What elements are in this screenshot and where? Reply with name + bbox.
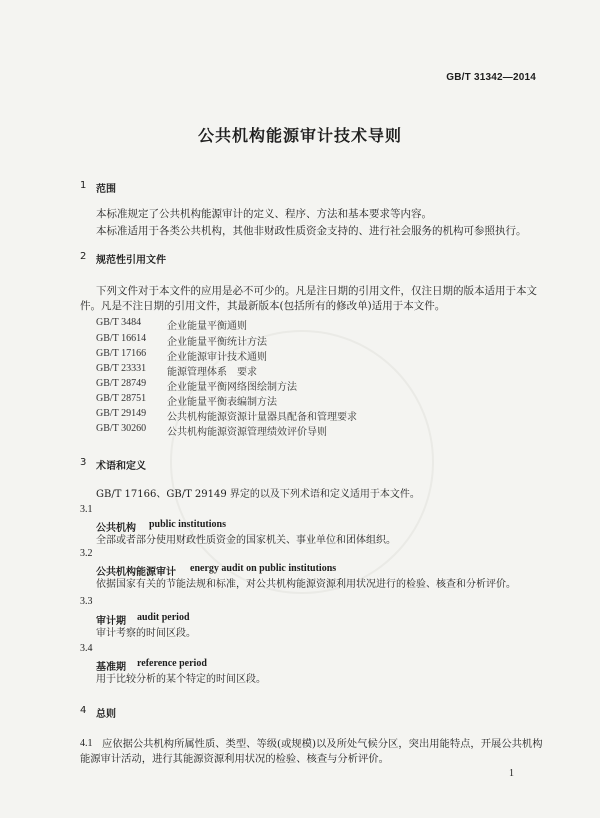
page-number: 1 — [509, 768, 514, 779]
ref-code: GB/T 29149 — [96, 408, 147, 419]
ref-name: 企业能量平衡表编制方法 — [167, 397, 277, 408]
section-1-paragraph-1: 本标准规定了公共机构能源审计的定义、程序、方法和基本要求等内容。 — [96, 208, 432, 220]
ref-code: GB/T 28751 — [96, 393, 147, 404]
ref-code: GB/T 16614 — [96, 333, 147, 344]
document-title: 公共机构能源审计技术导则 — [197, 126, 402, 145]
term-english: reference period — [137, 658, 207, 669]
ref-code: GB/T 3484 — [96, 317, 142, 328]
section-4-number: 4 — [80, 705, 87, 716]
term-number: 3.1 — [80, 504, 93, 515]
clause-4-1-number: 4.1 — [80, 738, 93, 749]
ref-name: 企业能量平衡网络图绘制方法 — [167, 382, 297, 393]
term-chinese: 公共机构 — [96, 523, 136, 534]
ref-name: 企业能量平衡统计方法 — [167, 337, 267, 348]
clause-4-1-line-1: 应依据公共机构所属性质、类型、等级(或规模)以及所处气候分区，突出用能特点，开展公共机构 — [102, 738, 543, 750]
term-number: 3.4 — [80, 643, 93, 654]
section-2-title: 规范性引用文件 — [96, 255, 166, 266]
term-chinese: 公共机构能源审计 — [96, 567, 176, 578]
section-1-title: 范围 — [96, 184, 116, 195]
term-number: 3.2 — [80, 548, 93, 559]
ref-name: 能源管理体系 要求 — [167, 367, 257, 378]
term-english: public institutions — [149, 519, 226, 530]
ref-name: 公共机构能源资源计量器具配备和管理要求 — [167, 412, 357, 423]
term-english: audit period — [137, 612, 190, 623]
ref-code: GB/T 28749 — [96, 378, 147, 389]
term-definition: 全部或者部分使用财政性质资金的国家机关、事业单位和团体组织。 — [96, 535, 396, 546]
term-number: 3.3 — [80, 596, 93, 607]
section-1-paragraph-2: 本标准适用于各类公共机构，其他非财政性质资金支持的、进行社会服务的机构可参照执行。 — [96, 225, 527, 237]
term-definition: 审计考察的时间区段。 — [96, 628, 196, 639]
section-2-paragraph-line-2: 件。凡是不注日期的引用文件，其最新版本(包括所有的修改单)适用于本文件。 — [80, 300, 446, 312]
term-chinese: 基准期 — [96, 662, 126, 673]
section-1-number: 1 — [80, 180, 87, 191]
ref-code: GB/T 30260 — [96, 423, 147, 434]
section-2-paragraph-line-1: 下列文件对于本文件的应用是必不可少的。凡是注日期的引用文件，仅注日期的版本适用于本文 — [96, 285, 537, 297]
section-4-title: 总则 — [96, 709, 116, 720]
ref-name: 企业能源审计技术通则 — [167, 352, 267, 363]
section-2-number: 2 — [80, 251, 87, 262]
ref-name: 企业能量平衡通则 — [167, 321, 247, 332]
ref-name: 公共机构能源资源管理绩效评价导则 — [167, 427, 327, 438]
section-3-number: 3 — [80, 457, 87, 468]
term-english: energy audit on public institutions — [190, 563, 337, 574]
ref-code: GB/T 23331 — [96, 363, 147, 374]
section-3-intro: GB/T 17166、GB/T 29149 界定的以及下列术语和定义适用于本文件。 — [96, 489, 420, 500]
section-3-title: 术语和定义 — [96, 461, 146, 472]
term-definition: 用于比较分析的某个特定的时间区段。 — [96, 674, 266, 685]
clause-4-1-line-2: 能源审计活动，进行其能源资源利用状况的检验、核查与分析评价。 — [80, 753, 389, 765]
term-definition: 依据国家有关的节能法规和标准，对公共机构能源资源利用状况进行的检验、核查和分析评价。 — [96, 579, 516, 590]
ref-code: GB/T 17166 — [96, 348, 147, 359]
standard-number: GB/T 31342—2014 — [446, 72, 536, 83]
term-chinese: 审计期 — [96, 616, 126, 627]
